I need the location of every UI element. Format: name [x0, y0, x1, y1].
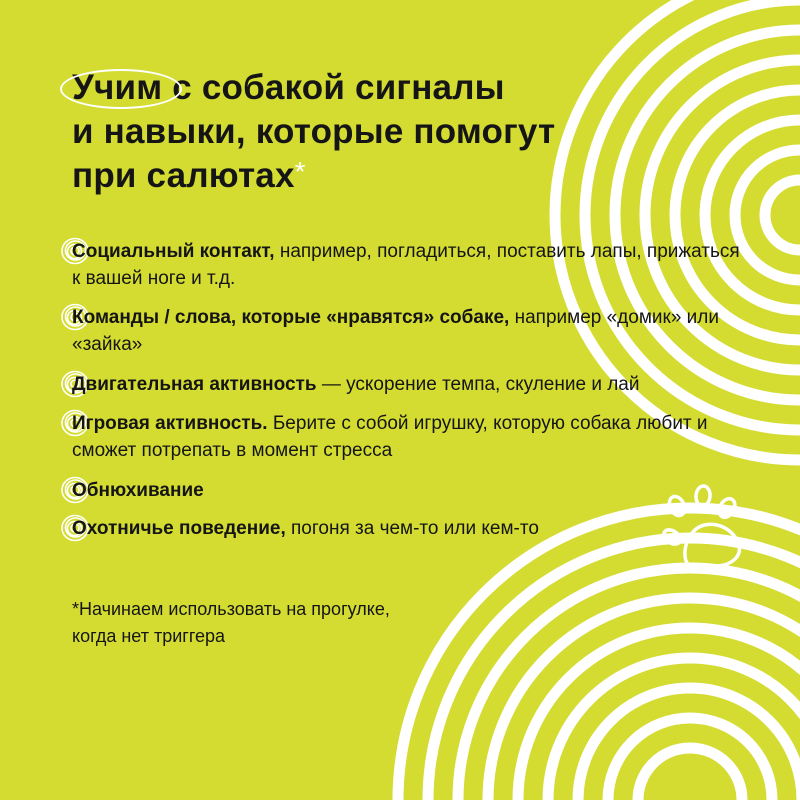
title-highlight: Учим	[72, 68, 162, 107]
item-text: Берите с собой игрушку, которую собака любит и сможет потрепать в момент стресса	[72, 413, 708, 461]
title-line1-rest: с собакой сигналы	[162, 68, 505, 107]
item-text: например «домик» или «зайка»	[72, 307, 719, 355]
highlight-oval	[60, 69, 182, 109]
page-title	[72, 66, 632, 198]
list-item	[72, 515, 742, 542]
list-item	[72, 304, 742, 358]
footnote	[72, 596, 532, 650]
footnote-line2: когда нет триггера	[72, 626, 226, 646]
title-line3: при салютах	[72, 156, 295, 195]
footnote-line1: *Начинаем использовать на прогулке,	[72, 599, 390, 619]
list-item	[72, 238, 742, 292]
item-title: Команды / слова, которые «нравятся» собаке,	[72, 307, 510, 328]
item-title: Обнюхивание	[72, 480, 204, 501]
item-title: Социальный контакт,	[72, 241, 275, 262]
title-asterisk: *	[294, 156, 306, 187]
list-item	[72, 371, 742, 398]
item-title: Охотничье поведение,	[72, 518, 286, 539]
item-text: погоня за чем-то или кем-то	[285, 518, 539, 539]
item-text: например, погладиться, поставить лапы, прижаться к вашей ноге и т.д.	[72, 241, 740, 289]
item-title: Игровая активность.	[72, 413, 268, 434]
item-title: Двигательная активность	[72, 374, 317, 395]
title-line2: и навыки, которые помогут	[72, 112, 556, 151]
list-item	[72, 410, 742, 464]
item-text: — ускорение темпа, скуление и лай	[316, 374, 640, 395]
list-item	[72, 477, 742, 504]
